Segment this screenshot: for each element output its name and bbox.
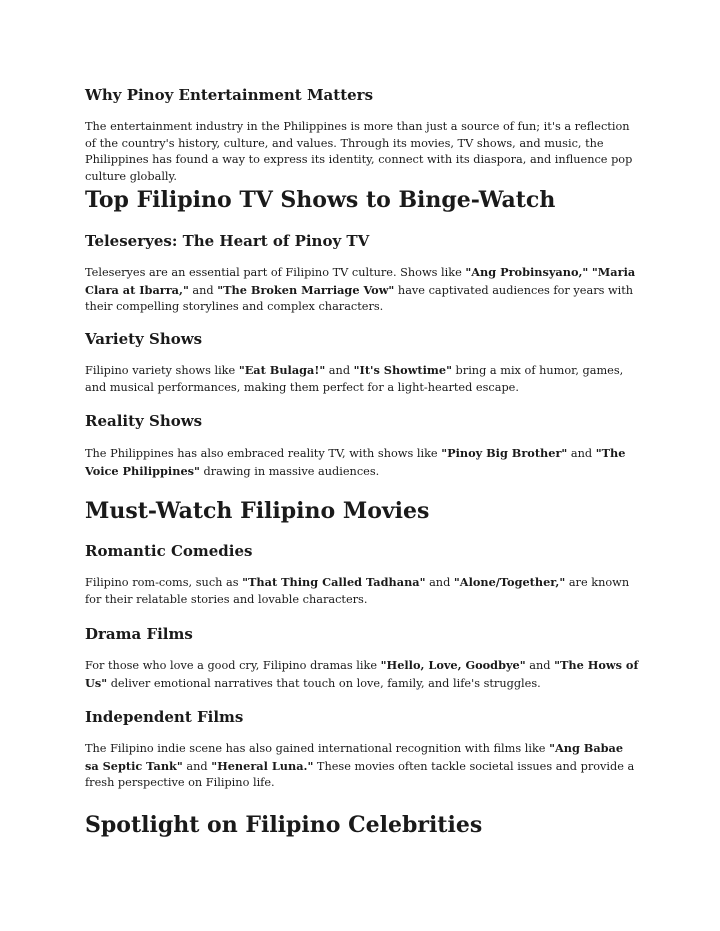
show-title: "Eat Bulaga!" bbox=[238, 363, 326, 377]
variety-text-2: and bbox=[325, 364, 354, 377]
show-title: "Ang Probinsyano," bbox=[465, 265, 589, 279]
indie-text-3: These movies often tackle societal issues and provide a fresh perspective on Filipino life. bbox=[85, 759, 635, 789]
variety-text-1: Filipino variety shows like bbox=[85, 364, 239, 377]
teleseryes-text-1: Teleseryes are an essential part of Filipino TV culture. Shows like bbox=[85, 266, 466, 279]
movie-title: "The Hows of Us" bbox=[85, 658, 639, 690]
teleseryes-paragraph bbox=[85, 264, 640, 316]
celebs-section-heading: Spotlight on Filipino Celebrities bbox=[85, 812, 483, 838]
drama-text-2: and bbox=[525, 659, 555, 672]
teleseryes-text-4: have captivated audiences for years with their compelling storylines and complex characters. bbox=[85, 283, 634, 313]
variety-text-3: bring a mix of humor, games, and musical performances, making them perfect for a light-hearted escape. bbox=[85, 364, 624, 394]
teleseryes-text-3: and bbox=[188, 283, 218, 297]
variety-paragraph bbox=[85, 362, 640, 396]
show-title: "The Voice Philippines" bbox=[85, 446, 626, 478]
teleseryes-heading: Teleseryes: The Heart of Pinoy TV bbox=[85, 232, 370, 250]
movie-title: "Heneral Luna." bbox=[211, 758, 314, 773]
drama-paragraph bbox=[85, 657, 640, 692]
indie-paragraph bbox=[85, 740, 640, 792]
indie-heading: Independent Films bbox=[85, 708, 244, 726]
reality-text-1: The Philippines has also embraced reality TV, with shows like bbox=[85, 447, 442, 460]
drama-text-3: deliver emotional narratives that touch on love, family, and life's struggles. bbox=[107, 676, 541, 690]
reality-text-2: and bbox=[567, 447, 596, 460]
drama-text-1: For those who love a good cry, Filipino dramas like bbox=[85, 659, 381, 672]
movie-title: "That Thing Called Tadhana" bbox=[242, 575, 426, 589]
show-title: "Pinoy Big Brother" bbox=[441, 446, 568, 460]
show-title: "It's Showtime" bbox=[353, 363, 452, 377]
reality-heading: Reality Shows bbox=[85, 412, 203, 430]
why-paragraph: The entertainment industry in the Philippines is more than just a source of fun; it's a reflection of the country's history, culture, and values. Through its movies, TV shows, and music, the Philippines has found a way to express its identity, connect with its diaspora, and influence pop culture globally. bbox=[85, 120, 633, 183]
romcom-paragraph bbox=[85, 574, 640, 608]
romcom-text-2: and bbox=[425, 576, 454, 589]
reality-text-3: drawing in massive audiences. bbox=[199, 464, 380, 478]
indie-text-2: and bbox=[182, 759, 212, 773]
movie-title: "Ang Babae sa Septic Tank" bbox=[85, 741, 624, 773]
drama-heading: Drama Films bbox=[85, 625, 193, 643]
tv-section-heading: Top Filipino TV Shows to Binge-Watch bbox=[85, 187, 556, 213]
movie-title: "Alone/Together," bbox=[453, 575, 566, 589]
indie-text-1: The Filipino indie scene has also gained international recognition with films like bbox=[85, 742, 550, 755]
show-title: "The Broken Marriage Vow" bbox=[217, 282, 395, 297]
show-title: "Maria Clara at Ibarra," bbox=[85, 265, 636, 297]
reality-paragraph bbox=[85, 445, 640, 480]
variety-heading: Variety Shows bbox=[85, 330, 203, 348]
movies-section-heading: Must-Watch Filipino Movies bbox=[85, 498, 430, 524]
romcom-text-1: Filipino rom-coms, such as bbox=[85, 576, 243, 589]
romcom-heading: Romantic Comedies bbox=[85, 542, 253, 560]
romcom-text-3: are known for their relatable stories and lovable characters. bbox=[85, 576, 630, 606]
why-heading: Why Pinoy Entertainment Matters bbox=[85, 86, 374, 104]
movie-title: "Hello, Love, Goodbye" bbox=[380, 658, 526, 672]
